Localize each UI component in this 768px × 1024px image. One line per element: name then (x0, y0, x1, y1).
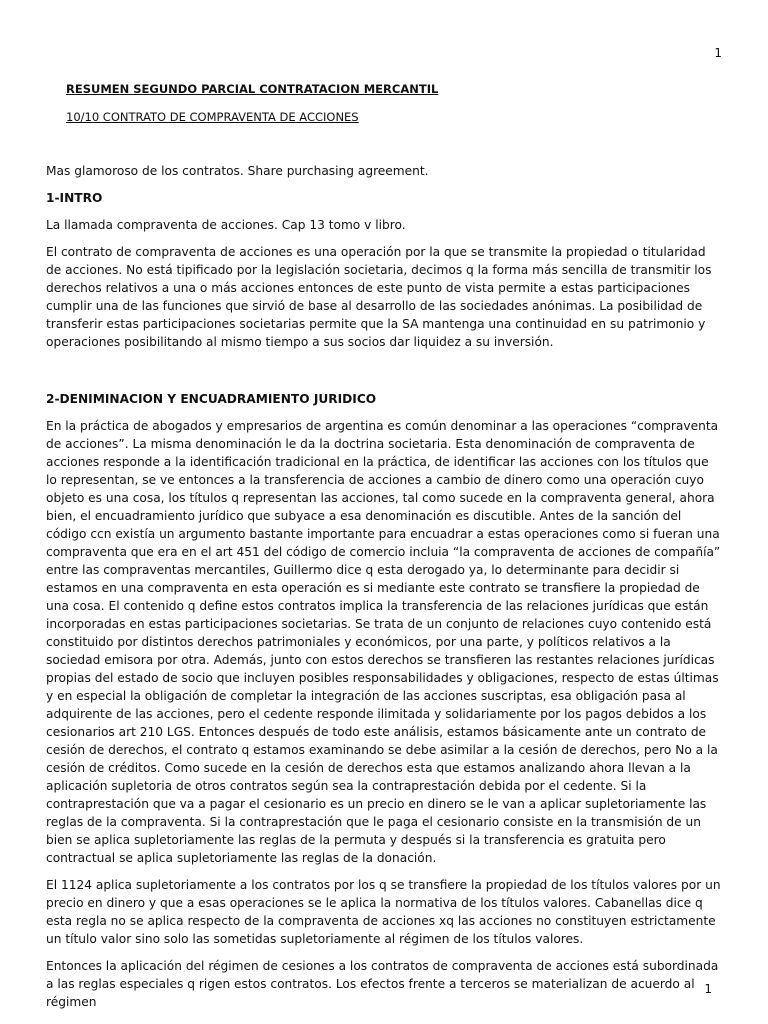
document-subtitle: 10/10 CONTRATO DE COMPRAVENTA DE ACCIONES (66, 110, 359, 124)
document-title: RESUMEN SEGUNDO PARCIAL CONTRATACION MERCANTIL (66, 82, 439, 96)
section2-paragraph-1: En la práctica de abogados y empresarios de argentina es común denominar a las operaciones “compraventa de acciones”. La misma denominación le da la doctrina societaria. Esta denominación de compraventa de acciones responde a la identificación tradicional en la práctica, de identificar las acciones con los títulos que lo representan, se ve entonces a la transferencia de acciones a cambio de dinero como una operación cuyo objeto es una cosa, los títulos q representan las acciones, tal como sucede en la compraventa general, ahora bien, el encuadramiento jurídico que subyace a esa denominación es discutible. Antes de la sanción del código ccn existía un argumento bastante importante para encuadrar a estas operaciones como si fueran una compraventa que era en el art 451 del código de comercio incluia “la compraventa de acciones de compañía” entre las compraventas mercantiles, Guillermo dice q esta derogado ya, lo determinante para decidir si estamos en una compraventa en esta operación es si mediante este contrato se transfiere la propiedad de una cosa. El contenido q define estos contratos implica la transferencia de las relaciones jurídicas que están incorporadas en estas participaciones societarias. Se trata de un conjunto de relaciones cuyo contenido está constituido por distintos derechos patrimoniales y económicos, por una parte, y políticos relativos a la sociedad emisora por otra. Además, junto con estos derechos se transfieren las restantes relaciones jurídicas propias del estado de socio que incluyen posibles responsabilidades y obligaciones, respecto de estas últimas y en especial la obligación de completar la integración de las acciones suscriptas, esa obligación pasa al adquirente de las acciones, pero el cedente responde ilimitada y solidariamente por los pagos debidos a los cesionarios art 210 LGS. Entonces después de todo este análisis, estamos básicamente ante un contrato de cesión de derechos, el contrato q estamos examinando se debe asimilar a la cesión de derechos, pero No a la cesión de créditos. Como sucede en la cesión de derechos esta que estamos analizando ahora llevan a la aplicación supletoria de otros contratos según sea la contraprestación debida por el cedente. Si la contraprestación que va a pagar el cesionario es un precio en dinero se le van a aplicar supletoriamente las reglas de la compraventa. Si la contraprestación que le paga el cesionario consiste en la transmisión de un bien se aplica supletoriamente las reglas de la permuta y después si la transferencia es gratuita pero contractual se aplica supletoriamente las reglas de la donación. (46, 419, 721, 865)
section1-title: 1-INTRO (46, 191, 103, 205)
document-heading (46, 80, 722, 126)
section2-paragraph-2: El 1124 aplica supletoriamente a los contratos por los q se transfiere la propiedad de los títulos valores por un precio en dinero y que a esas operaciones se le aplica la normativa de los títulos valores. Cabanellas dice q esta regla no se aplica respecto de la compraventa de acciones xq las acciones no constituyen estrictamente un título valor sino solo las sometidas supletoriamente al régimen de los títulos valores. (46, 878, 721, 946)
page-number-bottom: 1 (704, 982, 712, 996)
section2-paragraph-3: Entonces la aplicación del régimen de cesiones a los contratos de compraventa de acciones está subordinada a las reglas especiales q rigen estos contratos. Los efectos frente a terceros se materializan de acuerdo al régimen (46, 959, 719, 1009)
section1-paragraph-1: La llamada compraventa de acciones. Cap 13 tomo v libro. (46, 218, 406, 232)
document-content (46, 80, 722, 1020)
intro-line: Mas glamoroso de los contratos. Share purchasing agreement. (46, 164, 429, 178)
section-spacer (46, 360, 722, 390)
section1-paragraph-2: El contrato de compraventa de acciones es una operación por la que se transmite la propiedad o titularidad de acciones. No está tipificado por la legislación societaria, decimos q la forma más sencilla de transmitir los derechos relativos a una o más acciones entonces de este punto de vista permite a estas participaciones cumplir una de las funciones que sirvió de base al desarrollo de las sociedades anónimas. La posibilidad de transferir estas participaciones societarias permite que la SA mantenga una continuidad en su patrimonio y operaciones posibilitando al mismo tiempo a sus socios dar liquidez a su inversión. (46, 245, 712, 349)
section2-title: 2-DENIMINACION Y ENCUADRAMIENTO JURIDICO (46, 392, 377, 406)
page-number-top: 1 (714, 46, 722, 60)
